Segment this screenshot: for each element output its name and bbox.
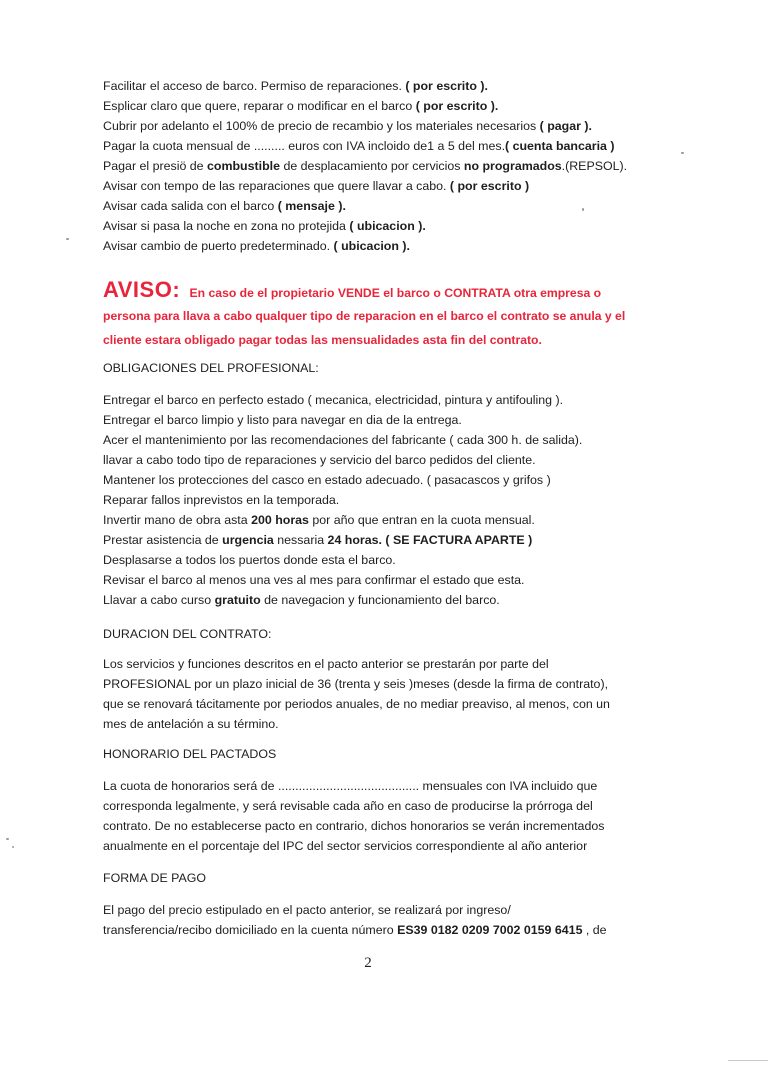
professional-obligation-item <box>103 430 643 450</box>
professional-obligations-list <box>103 390 643 610</box>
client-obligations-list <box>103 76 643 256</box>
page-number: 2 <box>364 955 372 971</box>
text-run: Avisar si pasa la noche en zona no protejida <box>103 219 350 233</box>
text-run: Facilitar el acceso de barco. Permiso de reparaciones. <box>103 79 406 93</box>
bold-text-run: no programados <box>463 159 562 173</box>
paragraph-line: La cuota de honorarios será de ......................................... mensuales con IVA incluido que <box>103 779 598 793</box>
bold-text-run: urgencia <box>222 533 274 547</box>
bold-text-run: ( por escrito ) <box>449 179 530 193</box>
duration-heading: DURACION DEL CONTRATO: <box>103 627 272 641</box>
text-run: Cubrir por adelanto el 100% de precio de recambio y los materiales necesarios <box>103 119 540 133</box>
scan-speck <box>681 152 684 154</box>
aviso-text: En caso de el propietario VENDE el barco o CONTRATA otra empresa o <box>189 286 602 300</box>
text-run: Avisar cambio de puerto predeterminado. <box>103 239 334 253</box>
payment-paragraph <box>103 900 643 940</box>
bold-text-run: ES39 0182 0209 7002 0159 6415 <box>397 923 583 937</box>
paragraph-line: contrato. De no establecerse pacto en contrario, dichos honorarios se verán incrementados <box>103 819 605 833</box>
text-run: El pago del precio estipulado en el pacto anterior, se realizará por ingreso/ <box>103 903 511 917</box>
professional-heading: OBLIGACIONES DEL PROFESIONAL: <box>103 361 319 375</box>
text-run: .(REPSOL). <box>561 159 628 173</box>
client-obligation-item <box>103 156 643 176</box>
bold-text-run: combustible <box>207 159 280 173</box>
text-run: , de <box>582 923 607 937</box>
bold-text-run: ( cuenta bancaria ) <box>505 139 615 153</box>
scan-speck <box>66 238 69 240</box>
paragraph-line: PROFESIONAL por un plazo inicial de 36 (trenta y seis )meses (desde la firma de contrato), <box>103 677 609 691</box>
client-obligation-item <box>103 76 643 96</box>
scan-speck <box>582 208 584 211</box>
bold-text-run: 24 horas. <box>327 533 382 547</box>
client-obligation-item <box>103 216 643 236</box>
client-obligation-item <box>103 116 643 136</box>
client-obligation-item <box>103 176 643 196</box>
text-run: de desplacamiento por cervicios <box>280 159 464 173</box>
client-obligation-item <box>103 196 643 216</box>
text-run: Entregar el barco en perfecto estado ( mecanica, electricidad, pintura y antifouling ). <box>103 393 564 407</box>
bold-text-run: ( ubicacion ). <box>333 239 410 253</box>
aviso-line: cliente estara obligado pagar todas las mensualidades asta fin del contrato. <box>103 333 542 347</box>
professional-obligation-item <box>103 390 643 410</box>
text-run: Entregar el barco limpio y listo para navegar en dia de la entrega. <box>103 413 462 427</box>
aviso-line <box>103 278 663 304</box>
bold-text-run: gratuito <box>214 593 261 607</box>
professional-obligation-item <box>103 550 643 570</box>
professional-obligation-item <box>103 490 643 510</box>
scan-speck <box>6 838 9 840</box>
professional-obligation-item <box>103 530 643 550</box>
professional-obligation-item <box>103 570 643 590</box>
paragraph-line: que se renovará tácitamente por periodos anuales, de no mediar preaviso, al menos, con un <box>103 697 610 711</box>
bold-text-run: ( ubicacion ). <box>349 219 426 233</box>
text-run: Avisar con tempo de las reparaciones que quere llavar a cabo. <box>103 179 450 193</box>
professional-obligation-item <box>103 510 643 530</box>
paragraph-line: mes de antelación a su término. <box>103 717 279 731</box>
bold-text-run: ( SE FACTURA APARTE ) <box>385 533 533 547</box>
fees-paragraph <box>103 776 643 856</box>
text-run: Avisar cada salida con el barco <box>103 199 278 213</box>
professional-obligation-item <box>103 470 643 490</box>
text-run: Pagar el presiö de <box>103 159 208 173</box>
duration-paragraph <box>103 654 643 734</box>
paragraph-line <box>103 900 643 920</box>
professional-obligation-item <box>103 450 643 470</box>
bold-text-run: ( mensaje ). <box>277 199 346 213</box>
paragraph-line <box>103 920 643 940</box>
text-run: Prestar asistencia de <box>103 533 223 547</box>
text-run: Revisar el barco al menos una ves al mes para confirmar el estado que esta. <box>103 573 525 587</box>
payment-heading: FORMA DE PAGO <box>103 871 207 885</box>
aviso-warning <box>103 278 663 352</box>
client-obligation-item <box>103 136 643 156</box>
professional-obligation-item <box>103 410 643 430</box>
text-run: de navegacion y funcionamiento del barco. <box>260 593 500 607</box>
text-run: nessaria <box>273 533 328 547</box>
bold-text-run: ( por escrito ). <box>415 99 499 113</box>
paragraph-line: corresponda legalmente, y será revisable cada año en caso de producirse la prórroga del <box>103 799 593 813</box>
text-run: Llavar a cabo curso <box>103 593 215 607</box>
text-run: transferencia/recibo domiciliado en la cuenta número <box>103 923 398 937</box>
professional-obligation-item <box>103 590 643 610</box>
text-run: Mantener los protecciones del casco en estado adecuado. ( pasacascos y grifos ) <box>103 473 551 487</box>
text-run: Invertir mano de obra asta <box>103 513 252 527</box>
client-obligation-item <box>103 236 643 256</box>
paragraph-line: anualmente en el porcentaje del IPC del sector servicios correspondiente al año anterior <box>103 839 588 853</box>
scan-edge-line <box>728 1060 768 1061</box>
bold-text-run: 200 horas <box>251 513 309 527</box>
text-run: llavar a cabo todo tipo de reparaciones y servicio del barco pedidos del cliente. <box>103 453 536 467</box>
text-run: Desplasarse a todos los puertos donde esta el barco. <box>103 553 396 567</box>
text-run: Esplicar claro que quere, reparar o modificar en el barco <box>103 99 416 113</box>
text-run: Acer el mantenimiento por las recomendaciones del fabricante ( cada 300 h. de salida). <box>103 433 583 447</box>
aviso-label: AVISO: <box>103 277 181 302</box>
aviso-line: persona para llava a cabo qualquer tipo de reparacion en el barco el contrato se anula y el <box>103 309 626 323</box>
bold-text-run: ( por escrito ). <box>405 79 488 93</box>
scan-speck <box>12 846 14 848</box>
text-run: Pagar la cuota mensual de ......... euros con IVA incloido de1 a 5 del mes. <box>103 139 506 153</box>
client-obligation-item <box>103 96 643 116</box>
bold-text-run: ( pagar ). <box>539 119 592 133</box>
text-run: Reparar fallos inprevistos en la temporada. <box>103 493 340 507</box>
text-run: por año que entran en la cuota mensual. <box>308 513 535 527</box>
paragraph-line: Los servicios y funciones descritos en el pacto anterior se prestarán por parte del <box>103 657 549 671</box>
fees-heading: HONORARIO DEL PACTADOS <box>103 747 277 761</box>
